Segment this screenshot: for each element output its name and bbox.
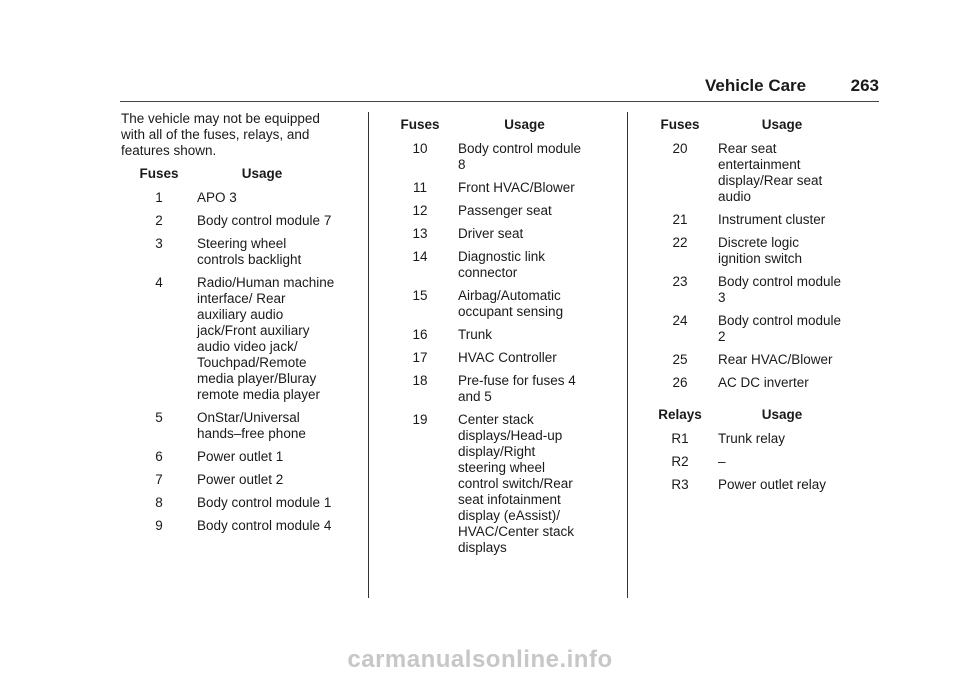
usage-heading: Usage [504,117,545,132]
fuse-usage: Body control module 1 [197,495,332,510]
table-row [642,454,872,470]
table-row [382,203,617,219]
fuse-usage: OnStar/Universal hands–free phone [197,410,306,441]
table-row [121,410,353,442]
table-row [642,375,872,391]
fuse-usage: Body control module 8 [458,141,582,172]
fuse-number: 2 [155,213,163,228]
fuse-usage: Body control module 7 [197,213,332,228]
fuse-usage: Passenger seat [458,203,552,218]
fuse-table-header [642,117,872,133]
table-row [382,141,617,173]
fuse-number: 19 [412,412,428,427]
fuse-number: 9 [155,518,163,533]
fuse-number: 12 [412,203,428,218]
fuse-usage: Radio/Human machine interface/ Rear auxiliary audio jack/Front auxiliary audio video jack/ Touchpad/Remote media player/Bluray remote media player [197,275,335,402]
fuse-list-1 [121,190,353,534]
fuse-number: R2 [671,454,689,469]
fuse-usage: Driver seat [458,226,524,241]
fuse-number: 7 [155,472,163,487]
table-row [382,288,617,320]
column-3 [642,111,872,500]
fuse-usage: Power outlet 1 [197,449,284,464]
watermark: carmanualsonline.info [347,646,613,673]
fuse-usage: AC DC inverter [718,375,809,390]
fuse-usage: Rear seat entertainment display/Rear seat audio [718,141,823,204]
fuse-number: 26 [672,375,688,390]
fuse-number: 6 [155,449,163,464]
fuse-usage: Power outlet 2 [197,472,284,487]
fuse-number: 15 [412,288,428,303]
fuse-table-header [121,166,353,182]
table-row [121,213,353,229]
fuse-usage: Rear HVAC/Blower [718,352,833,367]
table-row [121,495,353,511]
column-divider [368,112,369,598]
fuse-number: 18 [412,373,428,388]
table-row [382,226,617,242]
table-row [121,190,353,206]
table-row [642,141,872,205]
table-row [382,327,617,343]
table-row [382,180,617,196]
fuse-usage: Steering wheel controls backlight [197,236,302,267]
fuse-number: 24 [672,313,688,328]
fuse-number: 3 [155,236,163,251]
relay-table-header [642,407,872,423]
fuse-usage: Discrete logic ignition switch [718,235,803,266]
fuse-table-header [382,117,617,133]
table-row [642,352,872,368]
fuse-number: 25 [672,352,688,367]
usage-heading: Usage [761,407,803,422]
fuse-usage: Body control module 2 [718,313,842,344]
fuse-list-3 [642,141,872,391]
fuses-heading: Fuses [139,166,179,181]
table-row [642,274,872,306]
fuse-number: 22 [672,235,688,250]
fuse-usage: Body control module 4 [197,518,332,533]
table-row [382,350,617,366]
fuse-number: R1 [671,431,689,446]
relay-list [642,431,872,493]
table-row [121,449,353,465]
fuse-usage: Front HVAC/Blower [458,180,575,195]
fuse-usage: Airbag/Automatic occupant sensing [458,288,564,319]
fuse-usage: – [718,454,726,469]
table-row [642,212,872,228]
fuse-number: 5 [155,410,163,425]
fuse-number: 1 [155,190,163,205]
table-row [642,431,872,447]
fuse-number: 8 [155,495,163,510]
usage-heading: Usage [761,117,803,132]
table-row [382,373,617,405]
table-row [642,477,872,493]
fuse-usage: Trunk [458,327,493,342]
fuse-usage: Center stack displays/Head-up display/Right steering wheel control switch/Rear seat infotainment display (eAssist)/ HVAC/Center stack displays [458,412,575,555]
fuse-number: 23 [672,274,688,289]
fuses-heading: Fuses [400,117,440,132]
fuse-number: R3 [671,477,689,492]
fuse-number: 17 [412,350,428,365]
section-title: Vehicle Care [705,76,807,95]
fuse-number: 10 [412,141,428,156]
table-row [121,472,353,488]
usage-heading: Usage [241,166,283,181]
column-2 [382,111,617,563]
table-row [121,275,353,403]
fuse-number: 13 [412,226,428,241]
fuses-heading: Fuses [660,117,700,132]
fuse-usage: Instrument cluster [718,212,826,227]
fuse-usage: Trunk relay [718,431,786,446]
table-row [642,313,872,345]
fuse-usage: Diagnostic link connector [458,249,546,280]
fuse-usage: Pre-fuse for fuses 4 and 5 [458,373,576,404]
fuse-usage: Power outlet relay [718,477,827,492]
page-header [705,76,879,100]
relays-heading: Relays [658,407,702,422]
intro-text: The vehicle may not be equipped with all of the fuses, relays, and features shown. [121,111,320,158]
table-row [382,412,617,556]
fuse-usage: Body control module 3 [718,274,842,305]
column-divider [627,112,628,598]
fuse-usage: HVAC Controller [458,350,557,365]
fuse-number: 14 [412,249,428,264]
column-1 [121,111,353,541]
fuse-usage: APO 3 [197,190,237,205]
table-row [121,518,353,534]
fuse-number: 21 [672,212,688,227]
fuse-list-2 [382,141,617,556]
fuse-number: 11 [412,180,427,195]
page-number: 263 [850,76,879,95]
table-row [382,249,617,281]
table-row [121,236,353,268]
header-rule [120,101,879,102]
fuse-number: 20 [672,141,688,156]
table-row [642,235,872,267]
fuse-number: 4 [155,275,163,290]
fuse-number: 16 [412,327,428,342]
